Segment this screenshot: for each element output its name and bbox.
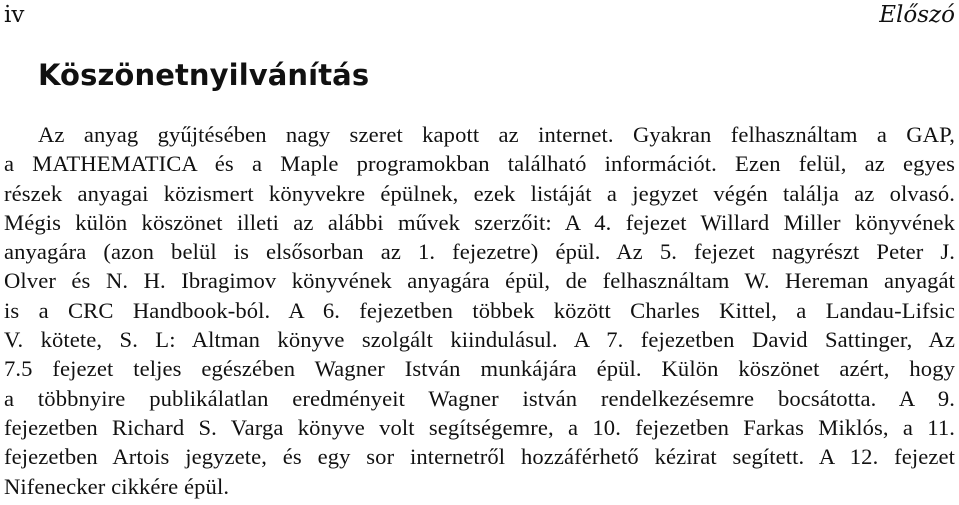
section-title: Köszönetnyilvánítás [38,58,370,92]
acknowledgement-paragraph [0,120,959,501]
paragraph-line: 7.5 fejezet teljes egészében Wagner István munkájára épül. Külön köszönet azért, hogy [4,356,955,382]
paragraph-line: Mégis külön köszönet illeti az alábbi művek szerzőit: A 4. fejezet Willard Miller könyvének [4,209,955,235]
paragraph-line: Olver és N. H. Ibragimov könyvének anyagára épül, de felhasználtam W. Hereman anyagát [4,268,955,294]
page-header [4,0,955,30]
running-head: Előszó [879,2,955,28]
paragraph-line: fejezetben Richard S. Varga könyve volt segítségemre, a 10. fejezetben Farkas Miklós, a 11. [4,414,955,440]
paragraph-line: a MATHEMATICA és a Maple programokban található információt. Ezen felül, az egyes [4,151,955,177]
paragraph-line: részek anyagai közismert könyvekre épülnek, ezek listáját a jegyzet végén találja az olvasó. [4,180,955,206]
paragraph-line: Az anyag gyűjtésében nagy szeret kapott az internet. Gyakran felhasználtam a GAP, [38,122,955,147]
paragraph-line: Nifenecker cikkére épül. [4,473,230,499]
paragraph-line: V. kötete, S. L: Altman könyve szolgált kiindulásul. A 7. fejezetben David Sattinger, Az [4,327,955,353]
page-number: iv [4,2,25,28]
paragraph-line: is a CRC Handbook-ból. A 6. fejezetben többek között Charles Kittel, a Landau-Lifsic [4,297,955,323]
paragraph-line: fejezetben Artois jegyzete, és egy sor internetről hozzáférhető kézirat segített. A 12. fejezet [4,444,955,470]
paragraph-line: a többnyire publikálatlan eredményeit Wagner istván rendelkezésemre bocsátotta. A 9. [4,385,955,411]
paragraph-line: anyagára (azon belül is elsősorban az 1. fejezetre) épül. Az 5. fejezet nagyrészt Peter J. [4,239,955,265]
